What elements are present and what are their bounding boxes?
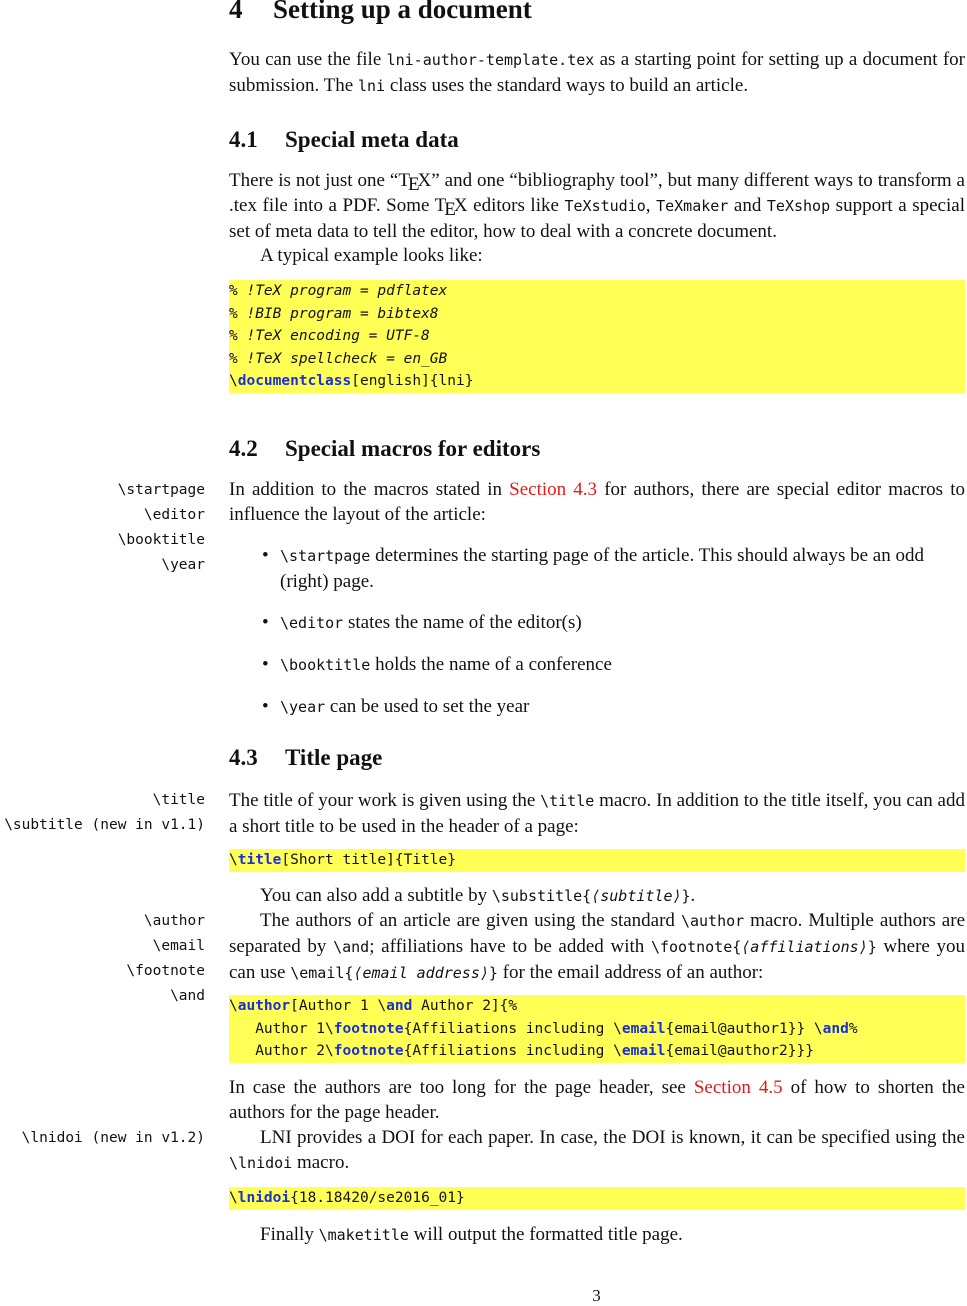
code-line: Author 2\footnote{Affiliations including \email{email@author2}}} [229, 1043, 814, 1059]
meta-data-code-block [229, 280, 965, 393]
code-line: Author 1\footnote{Affiliations including \email{email@author1}} \and% [229, 1020, 858, 1037]
section-4-3-link[interactable]: Section 4.3 [509, 479, 598, 500]
list-item: • \year can be used to set the year [262, 696, 530, 717]
code-line: \title[Short title]{Title} [229, 852, 456, 868]
template-filename: lni-author-template.tex [386, 51, 595, 69]
section-title: Setting up a document [273, 0, 532, 24]
margin-note-lnidoi: \lnidoi (new in v1.2) [21, 1130, 205, 1146]
code-line: \documentclass[english]{lni} [229, 373, 474, 389]
code-line: % !TeX spellcheck = en_GB [229, 350, 448, 367]
page-number: 3 [592, 1286, 601, 1305]
section-4-2-heading: 4.2 Special macros for editors [229, 436, 541, 461]
section-4-5-link[interactable]: Section 4.5 [693, 1077, 783, 1098]
section-number: 4 [229, 0, 243, 24]
intro-paragraph: You can use the file lni-author-template.tex as a starting point for setting up a document for submission. The lni class uses the standard ways to build an article. [229, 49, 965, 96]
code-line: % !TeX program = pdflatex [229, 283, 448, 299]
margin-notes-title: \title \subtitle (new in v1.1) [4, 792, 205, 833]
authors-code-block [229, 995, 965, 1063]
authors-paragraph: The authors of an article are given using the standard \author macro. Multiple authors are separated by \and; affiliations have to be added with \footnote{⟨affiliations⟩} where you can use \email{⟨email address⟩} for the email address of an author: [229, 910, 966, 983]
section-4-1-heading: 4.1 Special meta data [229, 127, 459, 152]
code-line: % !TeX encoding = UTF-8 [229, 328, 430, 344]
maketitle-paragraph: Finally \maketitle will output the formatted title page. [260, 1224, 683, 1245]
list-item: • \startpage determines the starting page of the article. This should always be an odd (right) page. [262, 545, 924, 592]
class-name: lni [357, 77, 386, 95]
shorten-authors-paragraph: In case the authors are too long for the page header, see Section 4.5 of how to shorten the authors for the page header. [229, 1077, 965, 1123]
example-intro: A typical example looks like: [260, 245, 483, 266]
title-paragraph: The title of your work is given using the \title macro. In addition to the title itself, you can add a short title to be used in the header of a page: [229, 790, 965, 837]
code-line: \author[Author 1 \and Author 2]{% [229, 998, 518, 1014]
doi-paragraph: LNI provides a DOI for each paper. In case, the DOI is known, it can be specified using the \lnidoi macro. [229, 1127, 965, 1173]
list-item: • \booktitle holds the name of a conference [262, 654, 612, 675]
subtitle-paragraph: You can also add a subtitle by \substitle{⟨subtitle⟩}. [260, 885, 696, 906]
meta-data-paragraph: There is not just one “TEX” and one “bibliography tool”, but many different ways to transform a .tex file into a PDF. Some TEX editors like TeXstudio, TeXmaker and TeXshop support a special set of meta data to tell the editor, how to deal with a concrete document. [229, 170, 965, 242]
section-4-heading [229, 0, 532, 25]
editor-macro-list [229, 543, 965, 736]
margin-notes-authors: \author \email \footnote \and [126, 913, 205, 1004]
doi-code-block [229, 1187, 965, 1210]
title-code-block [229, 849, 965, 872]
list-item: • \editor states the name of the editor(s) [262, 612, 582, 633]
code-line: \lnidoi{18.18420/se2016_01} [229, 1190, 465, 1206]
section-4-3-heading: 4.3 Title page [229, 745, 383, 770]
editor-macros-paragraph: In addition to the macros stated in Section 4.3 for authors, there are special editor macros to influence the layout of the article: [229, 479, 965, 525]
code-line: % !BIB program = bibtex8 [229, 305, 439, 322]
margin-notes-editor-macros: \startpage \editor \booktitle \year [117, 482, 205, 573]
